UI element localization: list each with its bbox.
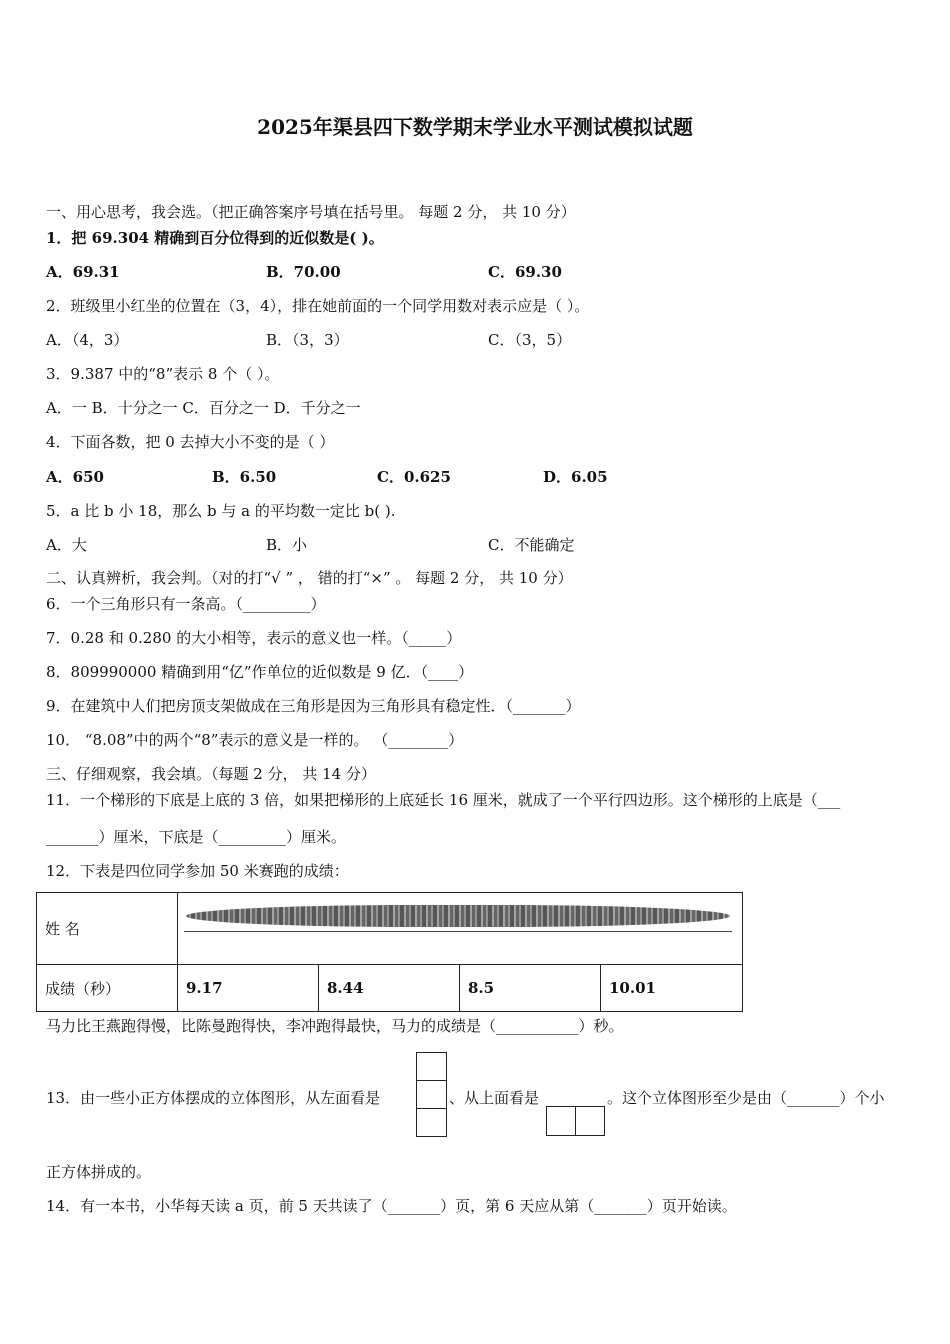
question-5: 5．a 比 b 小 18，那么 b 与 a 的平均数一定比 b( ). bbox=[46, 502, 396, 520]
q5-option-c: C．不能确定 bbox=[488, 536, 575, 554]
section-1-heading: 一、用心思考，我会选。（把正确答案序号填在括号里。 每题 2 分， 共 10 分） bbox=[46, 203, 576, 221]
question-7: 7．0.28 和 0.280 的大小相等，表示的意义也一样。（_____） bbox=[46, 629, 462, 647]
question-12-followup: 马力比王燕跑得慢，比陈曼跑得快，李冲跑得最快，马力的成绩是（___________）秒。 bbox=[46, 1017, 624, 1035]
table-header-name: 姓 名 bbox=[37, 893, 178, 965]
question-8: 8．809990000 精确到用“亿”作单位的近似数是 9 亿．（____） bbox=[46, 663, 474, 681]
question-3: 3．9.387 中的“8”表示 8 个（ ）。 bbox=[46, 365, 280, 383]
question-9: 9．在建筑中人们把房顶支架做成在三角形是因为三角形具有稳定性．（_______） bbox=[46, 697, 581, 715]
page-title: 2025年渠县四下数学期末学业水平测试模拟试题 bbox=[257, 115, 693, 139]
score-cell: 9.17 bbox=[178, 965, 319, 1012]
q4-option-b: B．6.50 bbox=[212, 468, 277, 486]
table-header-score: 成绩（秒） bbox=[37, 965, 178, 1012]
q3-options: A．一 B．十分之一 C．百分之一 D．千分之一 bbox=[46, 399, 361, 417]
q2-option-c: C．（3，5） bbox=[488, 331, 572, 349]
top-view-cube bbox=[546, 1106, 576, 1136]
question-2: 2．班级里小红坐的位置在（3，4），排在她前面的一个同学用数对表示应是（ ）。 bbox=[46, 297, 590, 315]
left-view-cube bbox=[416, 1108, 447, 1137]
q5-option-b: B．小 bbox=[266, 536, 308, 554]
question-13-line-2: 正方体拼成的。 bbox=[46, 1163, 152, 1181]
question-14: 14．有一本书，小华每天读 a 页，前 5 天共读了（_______）页，第 6 天应从第（_______）页开始读。 bbox=[46, 1197, 737, 1215]
top-view-cube bbox=[575, 1106, 605, 1136]
question-13-part-2: 、从上面看是 bbox=[449, 1089, 540, 1107]
score-table bbox=[36, 892, 743, 1012]
question-4: 4．下面各数，把 0 去掉大小不变的是（ ） bbox=[46, 433, 335, 451]
q4-option-d: D．6.05 bbox=[543, 468, 608, 486]
q1-option-c: C．69.30 bbox=[488, 263, 562, 281]
question-12: 12．下表是四位同学参加 50 米赛跑的成绩： bbox=[46, 862, 349, 880]
q2-option-a: A．（4，3） bbox=[46, 331, 129, 349]
redacted-names-cell bbox=[178, 893, 743, 965]
q4-option-c: C．0.625 bbox=[377, 468, 451, 486]
section-2-heading: 二、认真辨析，我会判。（对的打“√ ” ， 错的打“×” 。 每题 2 分， 共 10 分） bbox=[46, 569, 573, 587]
q1-option-a: A．69.31 bbox=[46, 263, 120, 281]
question-11-line-1: 11．一个梯形的下底是上底的 3 倍，如果把梯形的上底延长 16 厘米，就成了一个平行四边形。这个梯形的上底是（___ bbox=[46, 791, 841, 809]
q2-option-b: B．（3，3） bbox=[266, 331, 349, 349]
question-6: 6．一个三角形只有一条高。（_________） bbox=[46, 595, 326, 613]
question-1: 1．把 69.304 精确到百分位得到的近似数是( )。 bbox=[46, 229, 384, 247]
left-view-cube bbox=[416, 1052, 447, 1081]
q4-option-a: A．650 bbox=[46, 468, 104, 486]
question-13-part-3: 。这个立体图形至少是由（_______）个小 bbox=[607, 1089, 885, 1107]
question-13-part-1: 13．由一些小正方体摆成的立体图形，从左面看是 bbox=[46, 1089, 381, 1107]
score-cell: 10.01 bbox=[601, 965, 743, 1012]
left-view-cube bbox=[416, 1080, 447, 1109]
score-cell: 8.44 bbox=[319, 965, 460, 1012]
question-10: 10． “8.08”中的两个“8”表示的意义是一样的。 （________） bbox=[46, 731, 464, 749]
redaction-line bbox=[184, 931, 732, 932]
section-3-heading: 三、仔细观察，我会填。（每题 2 分， 共 14 分） bbox=[46, 765, 376, 783]
q1-option-b: B．70.00 bbox=[266, 263, 341, 281]
score-cell: 8.5 bbox=[460, 965, 601, 1012]
question-11-line-2: _______）厘米，下底是（_________）厘米。 bbox=[46, 828, 347, 846]
redaction-scribble bbox=[186, 905, 730, 927]
q5-option-a: A．大 bbox=[46, 536, 87, 554]
